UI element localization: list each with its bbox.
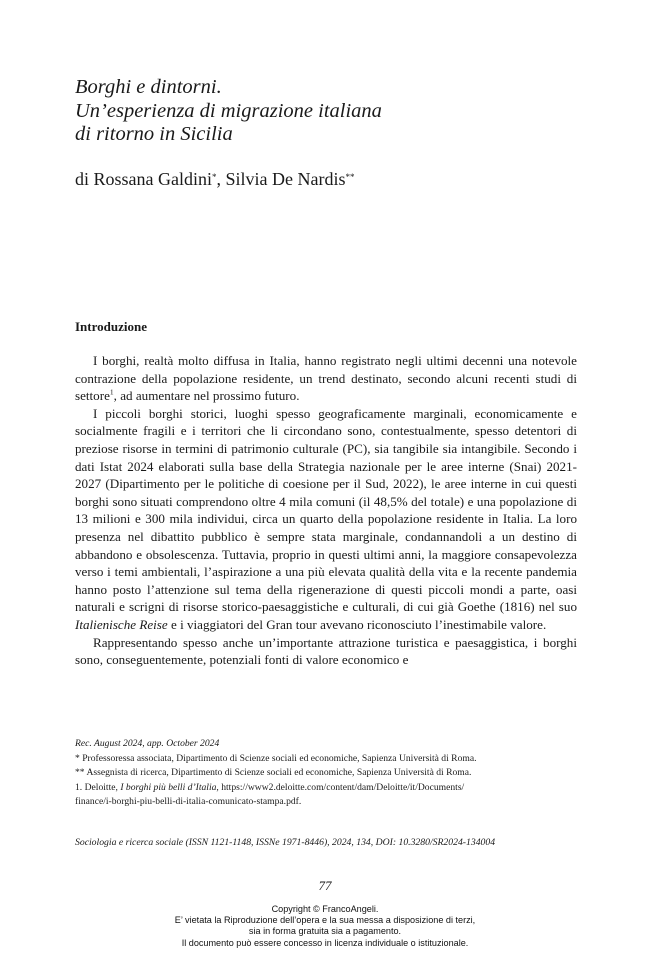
article-title <box>75 76 595 147</box>
footnote-ref-1: 1 <box>109 387 114 397</box>
footnote-1-title: I borghi più belli d’Italia <box>120 781 217 793</box>
section-heading: Introduzione <box>75 319 147 334</box>
paragraph-2-italic-title: Italienische Reise <box>75 616 168 632</box>
footnote-1-number: 1. <box>75 781 83 793</box>
paragraph-2-text-a: I piccoli borghi storici, luoghi spesso geograficamente marginali, economicamente e socialmente fragili e i territori che li circondano sono, contestualmente, spesso detentori di preziose risorse in termini di patrimonio culturale (PC), sia tangibile sia intangibile. Secondo i dati Istat 2024 elaborati sulla base della Strategia nazionale per le aree interne (Snai) 2021-2027 (Dipartimento per le politiche di coesione per il Sud, 2022), le aree interne in cui questi borghi sono situati comprendono oltre 4 mila comuni (il 48,5% del totale) e una popolazione di 13 milioni e 300 mila individui, circa un quarto della popolazione residente in Italia. La loro presenza nel dibattito pubblico è sempre stata marginale, condannandoli a un destino di abbandono e obsolescenza. Tuttavia, proprio in questi ultimi anni, la maggiore consapevolezza verso i temi ambientali, l’aspirazione a una più elevata qualità della vita e la recente pandemia hanno posto l’attenzione sul tema della rigenerazione di questi piccoli mondi a parte, oasi naturali e scrigni di risorse storico-paesaggistiche e culturali, di cui già Goethe (1816) nel suo <box>75 405 577 615</box>
title-line-3: di ritorno in Sicilia <box>75 123 233 145</box>
author-1: Rossana Galdini <box>93 169 213 189</box>
received-date: Rec. August 2024, app. October 2024 <box>75 738 220 749</box>
author-separator: , <box>216 169 226 189</box>
paragraph-1 <box>75 352 577 405</box>
author-line <box>75 168 355 190</box>
author-2: Silvia De Nardis <box>225 169 346 189</box>
footnote-1-url-continued[interactable]: finance/i-borghi-piu-belli-di-italia-comunicato-stampa.pdf. <box>75 796 302 808</box>
copyright-line-1: Copyright © FrancoAngeli. <box>271 904 379 914</box>
copyright-line-3: sia in forma gratuita sia a pagamento. <box>248 926 402 937</box>
author-2-footnote-mark: ** <box>345 172 355 182</box>
author-prefix: di <box>75 169 94 189</box>
paragraph-3: Rappresentando spesso anche un’importante attrazione turistica e paesaggistica, i borghi sono, conseguentemente, potenziali fonti di valore economico e <box>75 634 577 668</box>
title-line-1: Borghi e dintorni. <box>75 76 222 98</box>
footnote-double-star: ** Assegnista di ricerca, Dipartimento di Scienze sociali ed economiche, Sapienza Università di Roma. <box>75 767 472 779</box>
copyright-line-2: E’ vietata la Riproduzione dell’opera e la sua messa a disposizione di terzi, <box>174 915 476 926</box>
footnotes <box>75 737 585 810</box>
body-text <box>75 352 577 669</box>
paragraph-1-text-b: , ad aumentare nel prossimo futuro. <box>113 388 300 404</box>
footnote-1-author: Deloitte, <box>82 781 121 793</box>
copyright-line-4: Il documento può essere concesso in licenza individuale o istituzionale. <box>181 937 469 948</box>
paragraph-2-text-b: e i viaggiatori del Gran tour avevano riconosciuto l’inestimabile valore. <box>167 616 547 632</box>
footnote-1-url[interactable]: , https://www2.deloitte.com/content/dam/Deloitte/it/Documents/ <box>216 781 465 793</box>
paragraph-1-text-a: I borghi, realtà molto diffusa in Italia, hanno registrato negli ultimi decenni una notevole contrazione della popolazione residente, un trend destinato, secondo alcuni recenti studi di settore <box>75 353 577 404</box>
copyright-notice <box>0 904 650 949</box>
footnote-star: * Professoressa associata, Dipartimento di Scienze sociali ed economiche, Sapienza Università di Roma. <box>75 752 477 764</box>
footnote-1 <box>75 781 585 796</box>
page-number: 77 <box>318 878 332 893</box>
journal-citation: Sociologia e ricerca sociale (ISSN 1121-1148, ISSNe 1971-8446), 2024, 134, DOI: 10.3280/SR2024-134004 <box>75 837 496 848</box>
author-1-footnote-mark: * <box>212 172 217 182</box>
title-line-2: Un’esperienza di migrazione italiana <box>75 99 382 122</box>
paragraph-2 <box>75 405 577 634</box>
